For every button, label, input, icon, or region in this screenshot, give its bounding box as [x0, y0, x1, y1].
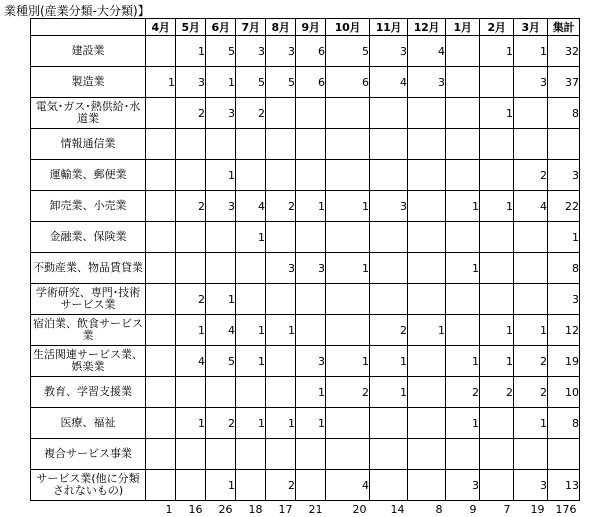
- value-cell: [296, 98, 326, 129]
- value-cell: [326, 439, 370, 470]
- value-cell: [296, 470, 326, 501]
- industry-label: 教育、学習支援業: [31, 377, 146, 408]
- value-cell: 3: [296, 346, 326, 377]
- value-cell: [176, 160, 206, 191]
- industry-label: 医療、福祉: [31, 408, 146, 439]
- value-cell: [480, 160, 514, 191]
- value-cell: [408, 470, 446, 501]
- value-cell: [514, 284, 548, 315]
- value-cell: 4: [408, 36, 446, 67]
- value-cell: [326, 160, 370, 191]
- column-total-cell: 20: [326, 501, 370, 517]
- value-cell: [236, 284, 266, 315]
- value-cell: 6: [326, 67, 370, 98]
- industry-month-table: [30, 18, 580, 517]
- value-cell: 1: [446, 408, 480, 439]
- value-cell: [514, 439, 548, 470]
- value-cell: 1: [176, 408, 206, 439]
- value-cell: [236, 253, 266, 284]
- value-cell: 3: [370, 191, 408, 222]
- table-row: [31, 377, 580, 408]
- value-cell: [514, 222, 548, 253]
- row-total-cell: 13: [548, 470, 580, 501]
- column-header: 1月: [446, 19, 480, 36]
- industry-label: 金融業、保険業: [31, 222, 146, 253]
- corner-cell: [31, 19, 146, 36]
- industry-label: 宿泊業、飲食サービス業: [31, 315, 146, 346]
- value-cell: 3: [370, 36, 408, 67]
- value-cell: [206, 439, 236, 470]
- column-header: 4月: [146, 19, 176, 36]
- value-cell: [370, 284, 408, 315]
- table-row: [31, 129, 580, 160]
- value-cell: 1: [480, 315, 514, 346]
- value-cell: 1: [296, 377, 326, 408]
- value-cell: [206, 222, 236, 253]
- row-total-cell: 8: [548, 408, 580, 439]
- value-cell: [370, 222, 408, 253]
- value-cell: [146, 346, 176, 377]
- value-cell: 3: [206, 191, 236, 222]
- value-cell: 1: [370, 346, 408, 377]
- column-header: 2月: [480, 19, 514, 36]
- value-cell: [480, 439, 514, 470]
- value-cell: [146, 160, 176, 191]
- column-total-cell: 19: [514, 501, 548, 517]
- table-row: [31, 67, 580, 98]
- value-cell: 4: [236, 191, 266, 222]
- value-cell: 1: [206, 67, 236, 98]
- value-cell: [446, 222, 480, 253]
- table-row: [31, 253, 580, 284]
- value-cell: [146, 439, 176, 470]
- value-cell: 1: [326, 346, 370, 377]
- industry-label: 情報通信業: [31, 129, 146, 160]
- value-cell: [266, 129, 296, 160]
- value-cell: [206, 377, 236, 408]
- page-title: 業種別(産業分類-大分類)】: [4, 2, 150, 19]
- value-cell: [296, 222, 326, 253]
- value-cell: 6: [296, 67, 326, 98]
- value-cell: [408, 98, 446, 129]
- value-cell: 4: [326, 470, 370, 501]
- value-cell: [326, 315, 370, 346]
- value-cell: [296, 160, 326, 191]
- value-cell: 2: [236, 98, 266, 129]
- value-cell: 2: [266, 191, 296, 222]
- value-cell: 2: [514, 160, 548, 191]
- row-total-cell: 22: [548, 191, 580, 222]
- value-cell: 2: [266, 470, 296, 501]
- value-cell: [326, 98, 370, 129]
- column-total-cell: 7: [480, 501, 514, 517]
- value-cell: [480, 284, 514, 315]
- value-cell: [266, 98, 296, 129]
- row-total-cell: 8: [548, 253, 580, 284]
- value-cell: [176, 222, 206, 253]
- row-total-cell: [548, 439, 580, 470]
- value-cell: 1: [266, 315, 296, 346]
- value-cell: [236, 377, 266, 408]
- value-cell: 1: [446, 346, 480, 377]
- value-cell: [146, 98, 176, 129]
- value-cell: [266, 346, 296, 377]
- value-cell: [408, 377, 446, 408]
- value-cell: [370, 439, 408, 470]
- value-cell: 6: [296, 36, 326, 67]
- value-cell: 1: [236, 222, 266, 253]
- value-cell: [446, 315, 480, 346]
- value-cell: 3: [176, 67, 206, 98]
- value-cell: 3: [296, 253, 326, 284]
- value-cell: 2: [480, 377, 514, 408]
- table-row: [31, 36, 580, 67]
- value-cell: 5: [206, 36, 236, 67]
- industry-label: 不動産業、物品賃貸業: [31, 253, 146, 284]
- column-total-cell: 1: [146, 501, 176, 517]
- value-cell: [408, 284, 446, 315]
- row-total-cell: 37: [548, 67, 580, 98]
- value-cell: [296, 129, 326, 160]
- value-cell: 3: [236, 36, 266, 67]
- value-cell: [146, 191, 176, 222]
- value-cell: [266, 439, 296, 470]
- value-cell: 1: [146, 67, 176, 98]
- value-cell: [480, 253, 514, 284]
- value-cell: 1: [236, 346, 266, 377]
- value-cell: 2: [514, 346, 548, 377]
- value-cell: 2: [176, 191, 206, 222]
- value-cell: 1: [236, 408, 266, 439]
- value-cell: [514, 253, 548, 284]
- value-cell: 1: [176, 36, 206, 67]
- value-cell: 2: [326, 377, 370, 408]
- value-cell: [266, 222, 296, 253]
- value-cell: 3: [514, 470, 548, 501]
- row-total-cell: 10: [548, 377, 580, 408]
- table-row: [31, 346, 580, 377]
- value-cell: 4: [514, 191, 548, 222]
- value-cell: 1: [514, 36, 548, 67]
- value-cell: 2: [446, 377, 480, 408]
- value-cell: [146, 377, 176, 408]
- value-cell: 2: [370, 315, 408, 346]
- value-cell: [480, 470, 514, 501]
- value-cell: 1: [206, 160, 236, 191]
- row-total-cell: 8: [548, 98, 580, 129]
- value-cell: [146, 253, 176, 284]
- value-cell: 1: [480, 98, 514, 129]
- value-cell: 1: [514, 408, 548, 439]
- industry-label: 運輸業、郵便業: [31, 160, 146, 191]
- value-cell: 1: [480, 346, 514, 377]
- value-cell: [296, 284, 326, 315]
- industry-label: 製造業: [31, 67, 146, 98]
- row-total-cell: 3: [548, 160, 580, 191]
- row-total-cell: [548, 129, 580, 160]
- value-cell: 3: [408, 67, 446, 98]
- value-cell: 1: [408, 315, 446, 346]
- row-total-cell: 19: [548, 346, 580, 377]
- table-row: [31, 222, 580, 253]
- value-cell: [480, 129, 514, 160]
- value-cell: 2: [514, 377, 548, 408]
- table-row: [31, 315, 580, 346]
- value-cell: [408, 222, 446, 253]
- value-cell: [408, 191, 446, 222]
- value-cell: [446, 129, 480, 160]
- value-cell: 2: [206, 408, 236, 439]
- header-row: [31, 19, 580, 36]
- value-cell: 1: [480, 191, 514, 222]
- value-cell: [176, 377, 206, 408]
- column-total-cell: 16: [176, 501, 206, 517]
- value-cell: 4: [370, 67, 408, 98]
- column-total-cell: 14: [370, 501, 408, 517]
- column-header: 8月: [266, 19, 296, 36]
- value-cell: [408, 346, 446, 377]
- totals-label-cell: [31, 501, 146, 517]
- value-cell: 1: [236, 315, 266, 346]
- column-total-cell: 9: [446, 501, 480, 517]
- column-total-cell: 21: [296, 501, 326, 517]
- value-cell: [408, 129, 446, 160]
- value-cell: [176, 253, 206, 284]
- value-cell: 2: [176, 98, 206, 129]
- value-cell: [408, 253, 446, 284]
- value-cell: 1: [296, 191, 326, 222]
- column-header: 6月: [206, 19, 236, 36]
- value-cell: [370, 408, 408, 439]
- value-cell: 3: [514, 67, 548, 98]
- value-cell: [146, 222, 176, 253]
- value-cell: [514, 129, 548, 160]
- value-cell: [408, 160, 446, 191]
- value-cell: [146, 129, 176, 160]
- value-cell: [370, 160, 408, 191]
- column-total-cell: 8: [408, 501, 446, 517]
- value-cell: [370, 253, 408, 284]
- value-cell: [236, 160, 266, 191]
- value-cell: 1: [514, 315, 548, 346]
- value-cell: [446, 284, 480, 315]
- value-cell: 5: [266, 67, 296, 98]
- value-cell: [266, 160, 296, 191]
- column-header: 12月: [408, 19, 446, 36]
- value-cell: [408, 439, 446, 470]
- industry-label: 学術研究、専門･技術サービス業: [31, 284, 146, 315]
- value-cell: [370, 470, 408, 501]
- column-header: 3月: [514, 19, 548, 36]
- value-cell: [446, 36, 480, 67]
- column-header: 9月: [296, 19, 326, 36]
- value-cell: [408, 408, 446, 439]
- table-row: [31, 160, 580, 191]
- value-cell: 1: [370, 377, 408, 408]
- column-total-cell: 26: [206, 501, 236, 517]
- value-cell: [176, 439, 206, 470]
- table-row: [31, 439, 580, 470]
- value-cell: 4: [206, 315, 236, 346]
- column-header: 11月: [370, 19, 408, 36]
- value-cell: [480, 67, 514, 98]
- value-cell: 3: [206, 98, 236, 129]
- table-row: [31, 284, 580, 315]
- value-cell: [326, 408, 370, 439]
- column-total-cell: 176: [548, 501, 580, 517]
- value-cell: [146, 408, 176, 439]
- value-cell: [326, 284, 370, 315]
- row-total-cell: 3: [548, 284, 580, 315]
- column-header: 7月: [236, 19, 266, 36]
- value-cell: 1: [176, 315, 206, 346]
- value-cell: 5: [236, 67, 266, 98]
- value-cell: [206, 253, 236, 284]
- value-cell: 5: [206, 346, 236, 377]
- value-cell: [146, 470, 176, 501]
- value-cell: [206, 129, 236, 160]
- value-cell: 1: [296, 408, 326, 439]
- industry-label: 卸売業、小売業: [31, 191, 146, 222]
- value-cell: [236, 470, 266, 501]
- value-cell: 1: [326, 191, 370, 222]
- industry-label: 複合サービス事業: [31, 439, 146, 470]
- value-cell: [146, 315, 176, 346]
- value-cell: [236, 439, 266, 470]
- value-cell: [266, 284, 296, 315]
- value-cell: 1: [206, 470, 236, 501]
- table-row: [31, 98, 580, 129]
- value-cell: [514, 98, 548, 129]
- value-cell: 3: [266, 36, 296, 67]
- row-total-cell: 1: [548, 222, 580, 253]
- row-total-cell: 12: [548, 315, 580, 346]
- row-total-cell: 32: [548, 36, 580, 67]
- table-row: [31, 470, 580, 501]
- column-total-cell: 18: [236, 501, 266, 517]
- value-cell: 1: [480, 36, 514, 67]
- value-cell: 1: [206, 284, 236, 315]
- value-cell: [146, 36, 176, 67]
- value-cell: [446, 439, 480, 470]
- value-cell: [370, 98, 408, 129]
- table-row: [31, 408, 580, 439]
- value-cell: [480, 408, 514, 439]
- value-cell: 5: [326, 36, 370, 67]
- totals-row: [31, 501, 580, 517]
- value-cell: [370, 129, 408, 160]
- value-cell: [236, 129, 266, 160]
- value-cell: 1: [266, 408, 296, 439]
- column-header: 集計: [548, 19, 580, 36]
- value-cell: [146, 284, 176, 315]
- value-cell: [446, 160, 480, 191]
- value-cell: [296, 439, 326, 470]
- value-cell: [266, 377, 296, 408]
- value-cell: 3: [446, 470, 480, 501]
- column-header: 10月: [326, 19, 370, 36]
- value-cell: 4: [176, 346, 206, 377]
- value-cell: [446, 98, 480, 129]
- column-total-cell: 17: [266, 501, 296, 517]
- value-cell: 1: [326, 253, 370, 284]
- column-header: 5月: [176, 19, 206, 36]
- value-cell: 1: [446, 191, 480, 222]
- value-cell: [176, 129, 206, 160]
- value-cell: [446, 67, 480, 98]
- industry-label: 建設業: [31, 36, 146, 67]
- value-cell: [176, 470, 206, 501]
- value-cell: 2: [176, 284, 206, 315]
- value-cell: 1: [446, 253, 480, 284]
- value-cell: [480, 222, 514, 253]
- value-cell: [326, 222, 370, 253]
- table-row: [31, 191, 580, 222]
- value-cell: 3: [266, 253, 296, 284]
- industry-label: 電気･ガス･熱供給･水道業: [31, 98, 146, 129]
- value-cell: [296, 315, 326, 346]
- industry-label: 生活関連サービス業、娯楽業: [31, 346, 146, 377]
- industry-label: サービス業(他に分類されないもの): [31, 470, 146, 501]
- value-cell: [326, 129, 370, 160]
